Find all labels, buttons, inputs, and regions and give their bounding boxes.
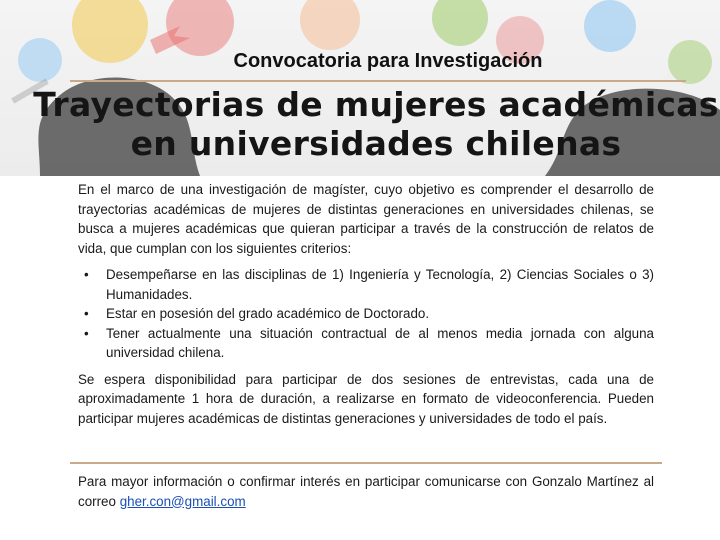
contact-paragraph <box>78 472 654 511</box>
call-subtitle: Convocatoria para Investigación <box>233 50 543 72</box>
criteria-list <box>78 265 654 363</box>
bubble-blue-icon <box>584 0 636 52</box>
criterion-text: Tener actualmente una situación contractual de al menos media jornada con alguna universidad chilena. <box>106 325 654 360</box>
intro-paragraph: En el marco de una investigación de magíster, cuyo objetivo es comprender el desarrollo de trayectorias académicas de mujeres de distintas generaciones en universidades chilenas, se busca a mujeres académicas que quieran participar a través de la construcción de relatos de vida, que cumplan con los siguientes criterios: <box>78 182 654 256</box>
bullet-icon: • <box>84 267 89 282</box>
bullet-icon: • <box>84 325 89 341</box>
title-line-2: en universidades chilenas <box>130 124 622 163</box>
bottom-divider <box>70 462 662 464</box>
contact-text: Para mayor información o confirmar interés en participar comunicarse con Gonzalo Martínez al correo <box>78 474 654 509</box>
criterion-text: Desempeñarse en las disciplinas de 1) Ingeniería y Tecnología, 2) Ciencias Sociales o 3) Humanidades. <box>106 267 654 302</box>
header-banner <box>0 0 720 176</box>
body-text <box>78 180 654 428</box>
page-title <box>0 85 720 163</box>
top-divider <box>70 80 686 82</box>
list-item <box>78 324 654 363</box>
bullet-icon: • <box>84 306 89 321</box>
title-line-1: Trayectorias de mujeres académicas <box>33 85 719 124</box>
email-link[interactable]: gher.con@gmail.com <box>119 493 246 509</box>
availability-paragraph: Se espera disponibilidad para participar de dos sesiones de entrevistas, cada una de aproximadamente 1 hora de duración, a realizarse en formato de videoconferencia. Pueden participar mujeres académicas de distintas generaciones y universidades de todo el país. <box>78 371 654 426</box>
list-item <box>78 304 654 324</box>
list-item <box>78 265 654 304</box>
bubble-orange-icon <box>300 0 360 50</box>
bubble-green-icon <box>432 0 488 46</box>
criterion-text: Estar en posesión del grado académico de Doctorado. <box>106 306 430 321</box>
